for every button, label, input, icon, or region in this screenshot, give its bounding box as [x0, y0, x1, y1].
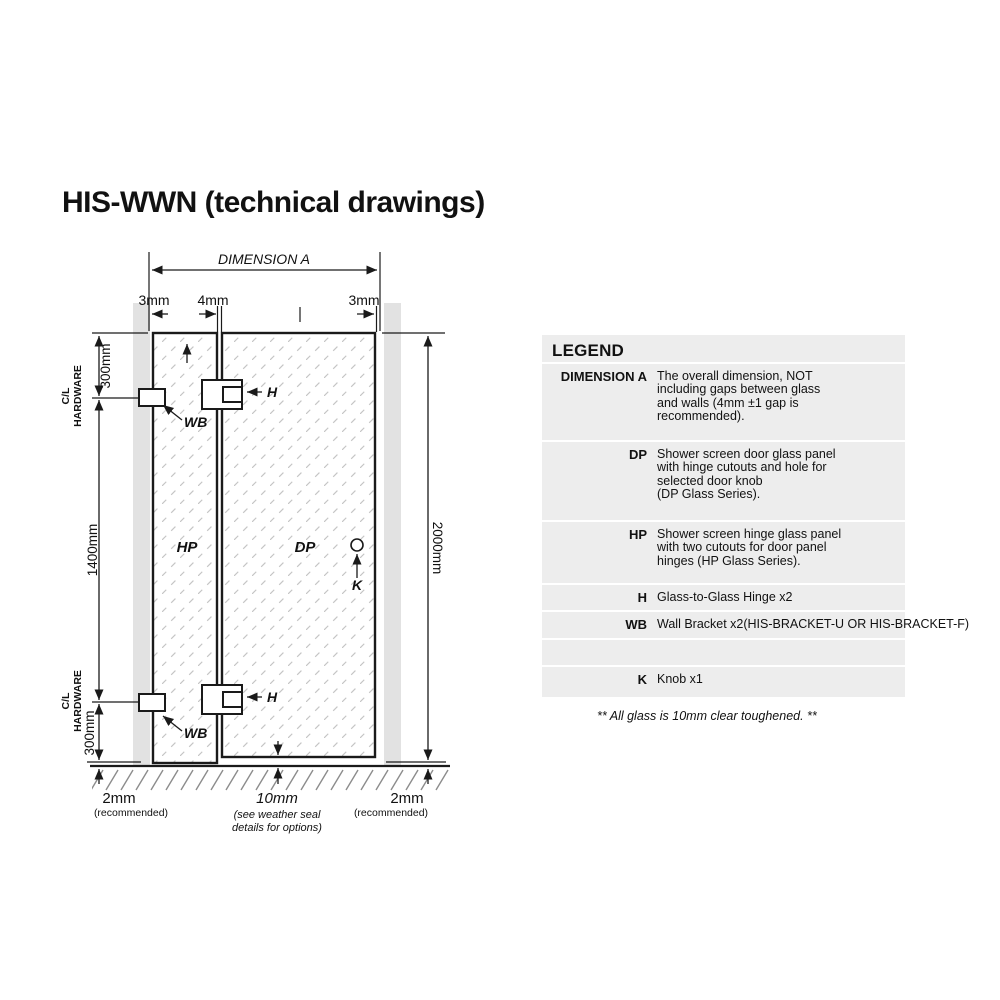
legend-footnote: ** All glass is 10mm clear toughened. **: [597, 709, 817, 723]
legend-desc: [657, 673, 703, 697]
hinge-top-clamp: [223, 387, 242, 402]
legend-term: WB: [625, 617, 647, 632]
floor-hatch: [92, 767, 449, 791]
legend-desc-line: and walls (4mm ±1 gap is: [657, 395, 799, 410]
legend-desc: [657, 618, 969, 638]
technical-diagram: [50, 245, 470, 845]
wall-right: [384, 303, 401, 766]
bottom-mid-note-1: (see weather seal: [233, 809, 321, 821]
label-k: K: [351, 577, 363, 593]
legend-header: LEGEND: [552, 341, 625, 360]
legend-row-k: [542, 665, 905, 697]
legend-desc: [657, 370, 820, 440]
cl-hardware-top-label: HARDWARE: [72, 365, 84, 427]
legend-desc-line: hinges (HP Glass Series).: [657, 553, 801, 568]
legend-desc-line: Shower screen door glass panel: [657, 447, 836, 461]
wall-bracket-top: [139, 389, 165, 406]
legend-row-hp: [542, 520, 905, 583]
cl-hardware-bottom-label: HARDWARE: [72, 670, 84, 732]
legend-desc: [657, 528, 841, 583]
bottom-mid-value: 10mm: [256, 790, 298, 807]
legend-desc-line: with two cutouts for door panel: [657, 540, 827, 555]
cl-hardware-top-label: C/L: [60, 387, 72, 405]
gap-middle-label: 4mm: [197, 292, 229, 308]
gap-left-label: 3mm: [138, 292, 170, 308]
gap-right-label: 3mm: [348, 292, 380, 308]
legend-row-empty: [542, 638, 905, 665]
legend-desc-line: (DP Glass Series).: [657, 487, 761, 502]
legend-desc-line: Wall Bracket x2(HIS-BRACKET-U OR HIS-BRACKET-F): [657, 617, 970, 631]
legend-desc: [657, 448, 836, 520]
legend-desc-line: selected door knob: [657, 473, 763, 488]
label-wb-bottom: WB: [184, 725, 208, 741]
knob-circle: [351, 539, 363, 551]
bottom-right-value: 2mm: [390, 790, 424, 807]
legend-desc-line: Knob x1: [657, 672, 703, 686]
legend-term: DP: [628, 447, 647, 462]
legend-term: HP: [628, 527, 647, 542]
label-dp: DP: [294, 539, 316, 556]
label-h-top: H: [267, 384, 278, 400]
hinge-bottom-clamp: [223, 692, 242, 707]
bottom-left-note: (recommended): [93, 807, 169, 819]
bottom-left-value: 2mm: [102, 790, 136, 807]
label-hp: HP: [176, 539, 198, 556]
legend-row-dp: [542, 440, 905, 520]
legend-term: K: [637, 672, 647, 687]
legend-desc-line: including gaps between glass: [657, 382, 821, 397]
legend-term: DIMENSION A: [560, 369, 647, 384]
label-h-bottom: H: [267, 689, 278, 705]
dim-300-bottom-label: 300mm: [82, 710, 97, 756]
legend-desc: [657, 591, 792, 610]
legend-row-dimension-a: [542, 362, 905, 440]
legend-desc-line: recommended).: [657, 409, 745, 424]
dim-2000-label: 2000mm: [430, 521, 445, 575]
legend-row-h: [542, 583, 905, 610]
legend-desc-line: Shower screen hinge glass panel: [657, 527, 842, 541]
bottom-right-note: (recommended): [353, 807, 429, 819]
cl-hardware-bottom-label: C/L: [60, 692, 72, 710]
legend-desc-line: The overall dimension, NOT: [657, 369, 813, 383]
legend-box: [542, 335, 970, 697]
legend-row-wb: [542, 610, 970, 638]
label-wb-top: WB: [184, 414, 208, 430]
page-title: HIS-WWN (technical drawings): [62, 186, 485, 219]
legend-desc-line: Glass-to-Glass Hinge x2: [657, 590, 793, 604]
legend-term: [552, 646, 647, 665]
dim-300-top-label: 300mm: [98, 343, 113, 389]
legend-desc-line: with hinge cutouts and hole for: [657, 460, 827, 475]
legend-term: H: [637, 590, 647, 605]
wall-bracket-bottom: [139, 694, 165, 711]
dim-1400-label: 1400mm: [85, 523, 100, 577]
bottom-mid-note-2: details for options): [232, 822, 322, 834]
dimension-a-label: DIMENSION A: [217, 251, 311, 267]
